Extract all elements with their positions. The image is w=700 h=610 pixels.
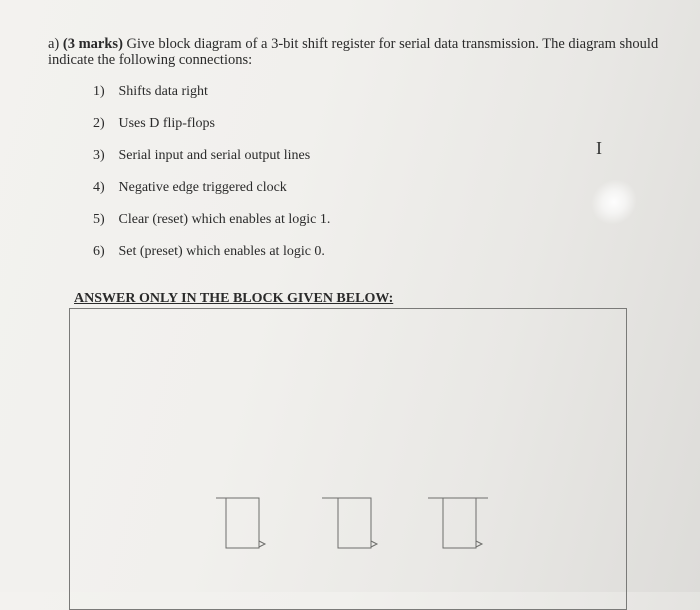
flip-flop-block-1 — [216, 498, 265, 548]
question-marks: (3 marks) — [62, 36, 123, 52]
requirement-number: 6) — [93, 244, 105, 259]
requirement-text: Shifts data right — [118, 84, 208, 99]
text-cursor-icon: I — [596, 138, 602, 158]
question-text-continued: indicate the following connections: — [48, 52, 253, 68]
requirement-number: 3) — [93, 148, 105, 163]
requirement-text: Set (preset) which enables at logic 0. — [118, 244, 325, 259]
question-part-label: a) — [48, 36, 60, 52]
requirement-number: 2) — [93, 116, 105, 131]
requirement-number: 5) — [93, 212, 105, 227]
requirement-text: Uses D flip-flops — [118, 116, 215, 131]
answer-heading: ANSWER ONLY IN THE BLOCK GIVEN BELOW: — [74, 291, 394, 306]
requirement-text: Serial input and serial output lines — [118, 148, 311, 163]
requirement-number: 4) — [93, 180, 105, 195]
flip-flop-block-2 — [322, 498, 377, 548]
flip-flop-block-3 — [428, 498, 488, 548]
requirement-text: Clear (reset) which enables at logic 1. — [118, 212, 331, 227]
requirement-text: Negative edge triggered clock — [118, 180, 287, 195]
question-text: Give block diagram of a 3-bit shift register for serial data transmission. The diagram should — [126, 36, 659, 52]
requirement-number: 1) — [93, 84, 105, 99]
